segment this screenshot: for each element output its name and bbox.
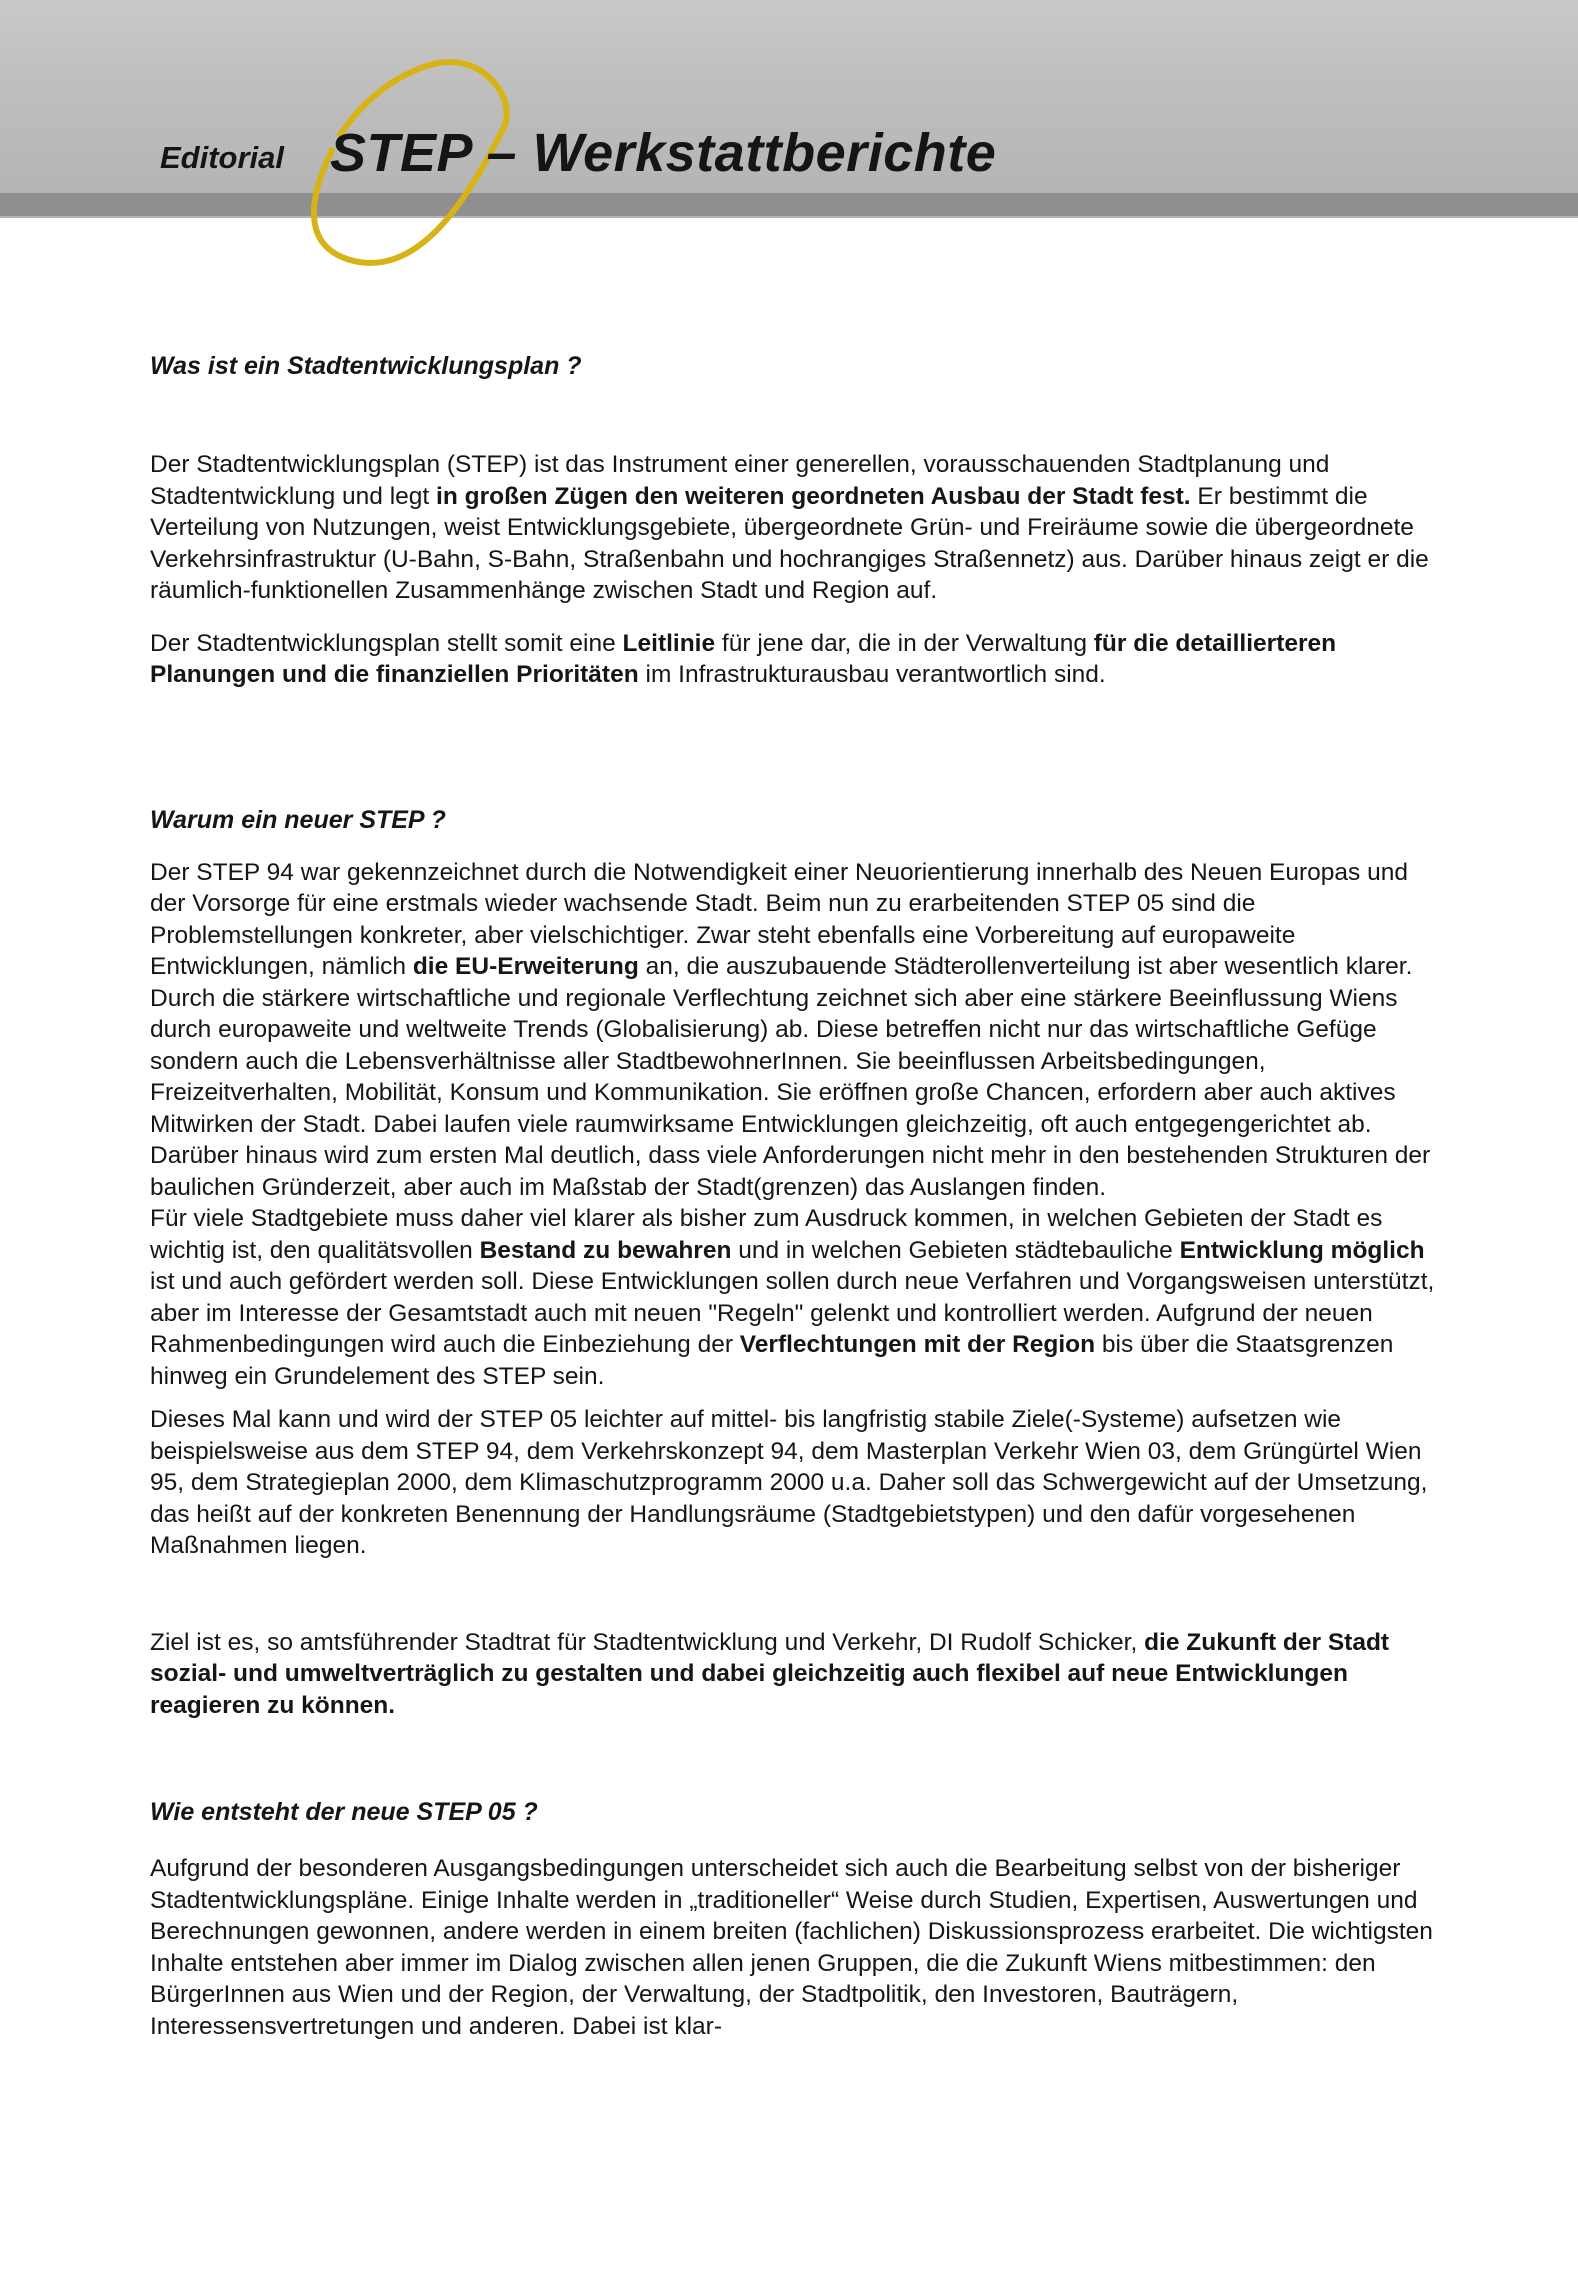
- article-body: [150, 350, 1440, 2042]
- editorial-label: Editorial: [160, 140, 285, 175]
- section-heading-2: Warum ein neuer STEP ?: [150, 805, 446, 834]
- paragraph-1-1: Der Stadtentwicklungsplan (STEP) ist das Instrument einer generellen, vorausschauenden Stadtplanung und Stadtentwicklung und legt in großen Zügen den weiteren geordneten Ausbau der Stadt fest. Er bestimmt die Verteilung von Nutzungen, weist Entwicklungsgebiete, übergeordnete Grün- und Freiräume sowie die übergeordnete Verkehrsinfrastruktur (U-Bahn, S-Bahn, Straßenbahn und hochrangiges Straßennetz) aus. Darüber hinaus zeigt er die räumlich-funktionellen Zusammenhänge zwischen Stadt und Region auf.: [150, 451, 1429, 604]
- header-rule: [0, 193, 1578, 216]
- paragraph-2-3: Dieses Mal kann und wird der STEP 05 leichter auf mittel- bis langfristig stabile Ziele(-Systeme) aufsetzen wie beispielsweise aus dem STEP 94, dem Verkehrskonzept 94, dem Masterplan Verkehr Wien 03, dem Grüngürtel Wien 95, dem Strategieplan 2000, dem Klimaschutzprogramm 2000 u.a. Daher soll das Schwergewicht auf der Umsetzung, das heißt auf der konkreten Benennung der Handlungsräume (Stadtgebietstypen) und den dafür vorgesehenen Maßnahmen liegen.: [150, 1406, 1428, 1559]
- paragraph-3-1: Aufgrund der besonderen Ausgangsbedingungen unterscheidet sich auch die Bearbeitung selbst von der bisheriger Stadtentwicklungspläne. Einige Inhalte werden in „traditioneller“ Weise durch Studien, Expertisen, Auswertungen und Berechnungen gewonnen, andere werden in einem breiten (fachlichen) Diskussionsprozess erarbeitet. Die wichtigsten Inhalte entstehen aber immer im Dialog zwischen allen jenen Gruppen, die die Zukunft Wiens mitbestimmen: den BürgerInnen aus Wien und der Region, der Verwaltung, der Stadtpolitik, den Investoren, Bauträgern, Interessensvertretungen und anderen. Dabei ist klar-: [150, 1855, 1433, 2040]
- section-heading-1: Was ist ein Stadtentwicklungsplan ?: [150, 352, 582, 380]
- header-banner: [0, 0, 1578, 218]
- paragraph-2-2: Für viele Stadtgebiete muss daher viel klarer als bisher zum Ausdruck kommen, in welchen Gebieten der Stadt es wichtig ist, den qualitätsvollen Bestand zu bewahren und in welchen Gebieten städtebauliche Entwicklung möglich ist und auch gefördert werden soll. Diese Entwicklungen sollen durch neue Verfahren und Vorgangsweisen unterstützt, aber im Interesse der Gesamtstadt auch mit neuen "Regeln" gelenkt und kontrolliert werden. Aufgrund der neuen Rahmenbedingungen wird auch die Einbeziehung der Verflechtungen mit der Region bis über die Staatsgrenzen hinweg ein Grundelement des STEP sein.: [150, 1205, 1435, 1390]
- paragraph-1-2: Der Stadtentwicklungsplan stellt somit eine Leitlinie für jene dar, die in der Verwaltung für die detaillierteren Planungen und die finanziellen Prioritäten im Infrastrukturausbau verantwortlich sind.: [150, 629, 1337, 688]
- page-title: STEP – Werkstattberichte: [330, 123, 997, 183]
- paragraph-2-4: Ziel ist es, so amtsführender Stadtrat für Stadtentwicklung und Verkehr, DI Rudolf Schicker, die Zukunft der Stadt sozial- und umweltverträglich zu gestalten und dabei gleichzeitig auch flexibel auf neue Entwicklungen reagieren zu können.: [150, 1628, 1390, 1719]
- section-heading-3: Wie entsteht der neue STEP 05 ?: [150, 1798, 538, 1826]
- paragraph-2-1: Der STEP 94 war gekennzeichnet durch die Notwendigkeit einer Neuorientierung innerhalb des Neuen Europas und der Vorsorge für eine erstmals wieder wachsende Stadt. Beim nun zu erarbeitenden STEP 05 sind die Problemstellungen konkreter, aber vielschichtiger. Zwar steht ebenfalls eine Vorbereitung auf europaweite Entwicklungen, nämlich die EU-Erweiterung an, die auszubauende Städterollenverteilung ist aber wesentlich klarer. Durch die stärkere wirtschaftliche und regionale Verflechtung zeichnet sich aber eine stärkere Beeinflussung Wiens durch europaweite und weltweite Trends (Globalisierung) ab. Diese betreffen nicht nur das wirtschaftliche Gefüge sondern auch die Lebensverhältnisse aller StadtbewohnerInnen. Sie beeinflussen Arbeitsbedingungen, Freizeitverhalten, Mobilität, Konsum und Kommunikation. Sie eröffnen große Chancen, erfordern aber auch aktives Mitwirken der Stadt. Dabei laufen viele raumwirksame Entwicklungen gleichzeitig, oft auch entgegengerichtet ab. Darüber hinaus wird zum ersten Mal deutlich, dass viele Anforderungen nicht mehr in den bestehenden Strukturen der baulichen Gründerzeit, aber auch im Maßstab der Stadt(grenzen) das Auslangen finden.: [150, 858, 1431, 1201]
